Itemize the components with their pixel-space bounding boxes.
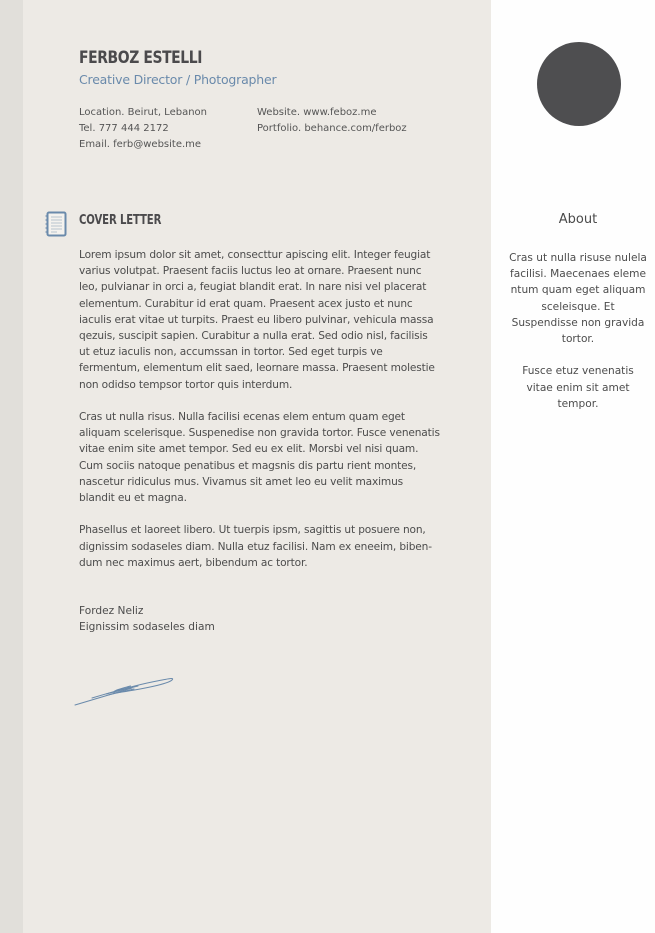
letter-paragraph: Lorem ipsum dolor sit amet, consecttur apiscing elit. Integer feugiat varius volutpat. Praesent faciis luctus leo at ornare. Praesent nunc leo, pulvianar in orci a, feugiat blandit erat. In nare nisi vel placerat elementum. Curabitur id erat quam. Praesent acex justo et nunc iaculis erat vitae ut turpits. Praest eu libero pulvinar, vehicula massa qezuis, suscipit sapien. Curabitur a nulla erat. Sed odio nisl, facilisis ut etuz iaculis non, accumssan in tortor. Sed eget turpis ve fermentum, elementum elit saed, leornare massa. Praesent molestie non odidso tempsor tortor quis interdum. bbox=[79, 249, 435, 391]
applicant-title: Creative Director / Photographer bbox=[79, 72, 277, 87]
notebook-icon bbox=[45, 211, 67, 237]
applicant-name: FERBOZ ESTELLI bbox=[79, 48, 203, 68]
signature-icon bbox=[72, 672, 182, 712]
about-paragraph: Fusce etuz venenatis vitae enim sit amet tempor. bbox=[522, 365, 634, 410]
contact-website: Website. www.feboz.me bbox=[257, 107, 377, 118]
contact-email: Email. ferb@website.me bbox=[79, 139, 202, 150]
contact-info-right bbox=[257, 105, 407, 137]
contact-portfolio: Portfolio. behance.com/ferboz bbox=[257, 123, 407, 134]
contact-phone: Tel. 777 444 2172 bbox=[79, 123, 169, 134]
sign-off bbox=[79, 603, 215, 635]
contact-location: Location. Beirut, Lebanon bbox=[79, 107, 207, 118]
section-title: COVER LETTER bbox=[79, 213, 162, 228]
letter-paragraph: Phasellus et laoreet libero. Ut tuerpis ipsm, sagittis ut posuere non, dignissim sodaseles diam. Nulla etuz facilisi. Nam ex eneeim, biben-dum nec maximus aert, bibendum ac tortor. bbox=[79, 524, 432, 569]
about-title: About bbox=[558, 212, 598, 227]
about-text bbox=[508, 250, 648, 428]
signer-name: Fordez Neliz bbox=[79, 605, 144, 617]
letter-paragraph: Cras ut nulla risus. Nulla facilisi ecenas elem entum quam eget aliquam scelerisque. Suspenedise non gravida tortor. Fusce venenatis vitae enim site amet tempor. Sed eu ex elit. Morsbi vel nisi quam. Cum sociis natoque penatibus et magsnis dis partu rient montes, nascetur ridiculus mus. Vivamus sit amet leo eu velit maximus blandit eu et magna. bbox=[79, 411, 440, 505]
left-accent-strip bbox=[0, 0, 23, 933]
sidebar-panel bbox=[491, 0, 655, 933]
letter-body bbox=[79, 247, 441, 587]
signer-title: Eignissim sodaseles diam bbox=[79, 621, 215, 634]
avatar bbox=[537, 42, 621, 126]
about-paragraph: Cras ut nulla risuse nulela facilisi. Maecenaes eleme ntum quam eget aliquam sceleisque. Et Suspendisse non gravida tortor. bbox=[509, 252, 647, 346]
contact-info-left bbox=[79, 105, 207, 153]
